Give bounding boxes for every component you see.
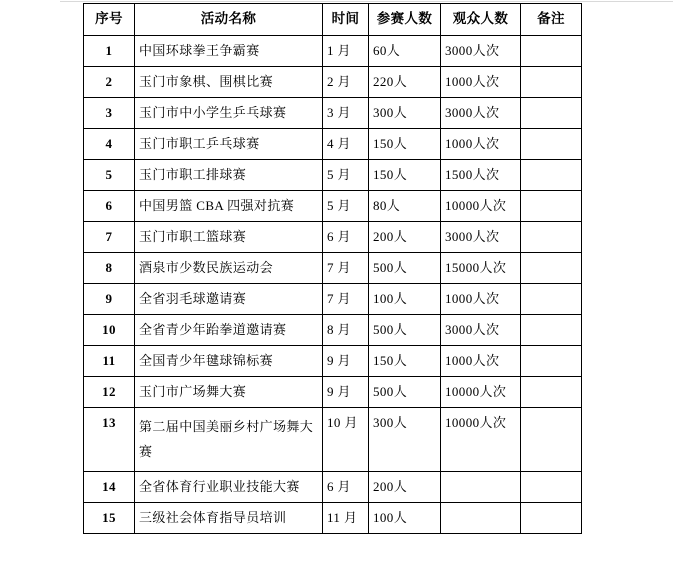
cell-spectators: 3000人次 (441, 98, 521, 129)
column-header-remark: 备注 (521, 4, 582, 36)
table-row (84, 472, 582, 503)
cell-name: 中国环球拳王争霸赛 (135, 36, 323, 67)
cell-remark (521, 377, 582, 408)
cell-time: 10 月 (323, 408, 369, 472)
cell-participants: 500人 (369, 377, 441, 408)
cell-name: 玉门市职工排球赛 (135, 160, 323, 191)
cell-index: 8 (84, 253, 135, 284)
cell-remark (521, 191, 582, 222)
table-row (84, 315, 582, 346)
cell-time: 5 月 (323, 160, 369, 191)
cell-participants: 300人 (369, 408, 441, 472)
cell-spectators: 1000人次 (441, 284, 521, 315)
table-row (84, 222, 582, 253)
table-row (84, 253, 582, 284)
cell-spectators: 1500人次 (441, 160, 521, 191)
cell-remark (521, 36, 582, 67)
table-row (84, 129, 582, 160)
cell-spectators: 10000人次 (441, 191, 521, 222)
cell-participants: 300人 (369, 98, 441, 129)
cell-spectators: 1000人次 (441, 346, 521, 377)
cell-time: 8 月 (323, 315, 369, 346)
cell-name: 玉门市职工乒乓球赛 (135, 129, 323, 160)
cell-participants: 500人 (369, 315, 441, 346)
cell-time: 1 月 (323, 36, 369, 67)
cell-index: 10 (84, 315, 135, 346)
cell-time: 5 月 (323, 191, 369, 222)
cell-remark (521, 472, 582, 503)
cell-name: 玉门市象棋、围棋比赛 (135, 67, 323, 98)
table-row (84, 67, 582, 98)
cell-index: 4 (84, 129, 135, 160)
cell-spectators: 3000人次 (441, 315, 521, 346)
cell-index: 1 (84, 36, 135, 67)
activity-schedule-table (83, 3, 582, 534)
cell-remark (521, 129, 582, 160)
cell-name: 全国青少年毽球锦标赛 (135, 346, 323, 377)
cell-remark (521, 222, 582, 253)
cell-remark (521, 315, 582, 346)
cell-index: 14 (84, 472, 135, 503)
cell-index: 13 (84, 408, 135, 472)
cell-time: 7 月 (323, 284, 369, 315)
cell-time: 9 月 (323, 377, 369, 408)
cell-name: 三级社会体育指导员培训 (135, 503, 323, 534)
cell-time: 6 月 (323, 472, 369, 503)
cell-index: 15 (84, 503, 135, 534)
cell-name: 全省体育行业职业技能大赛 (135, 472, 323, 503)
cell-remark (521, 253, 582, 284)
table-body (84, 36, 582, 534)
cell-participants: 200人 (369, 222, 441, 253)
cell-name: 玉门市中小学生乒乓球赛 (135, 98, 323, 129)
table-row (84, 36, 582, 67)
cell-index: 11 (84, 346, 135, 377)
cell-index: 7 (84, 222, 135, 253)
cell-spectators: 3000人次 (441, 36, 521, 67)
table-row (84, 377, 582, 408)
cell-time: 3 月 (323, 98, 369, 129)
cell-name: 玉门市广场舞大赛 (135, 377, 323, 408)
cell-index: 9 (84, 284, 135, 315)
cell-remark (521, 503, 582, 534)
cell-remark (521, 98, 582, 129)
cell-participants: 500人 (369, 253, 441, 284)
cell-time: 11 月 (323, 503, 369, 534)
cell-spectators: 15000人次 (441, 253, 521, 284)
cell-remark (521, 346, 582, 377)
cell-remark (521, 284, 582, 315)
cell-name: 全省青少年跆拳道邀请赛 (135, 315, 323, 346)
table-row (84, 160, 582, 191)
column-header-participants: 参赛人数 (369, 4, 441, 36)
column-header-spectators: 观众人数 (441, 4, 521, 36)
cell-participants: 100人 (369, 503, 441, 534)
table-row (84, 98, 582, 129)
cell-remark (521, 67, 582, 98)
cell-index: 2 (84, 67, 135, 98)
table-row (84, 408, 582, 472)
column-header-time: 时间 (323, 4, 369, 36)
cell-participants: 150人 (369, 346, 441, 377)
cell-spectators (441, 503, 521, 534)
cell-participants: 150人 (369, 129, 441, 160)
column-header-name: 活动名称 (135, 4, 323, 36)
cell-spectators: 10000人次 (441, 377, 521, 408)
cell-time: 7 月 (323, 253, 369, 284)
cell-spectators: 3000人次 (441, 222, 521, 253)
cell-spectators: 1000人次 (441, 129, 521, 160)
cell-spectators: 1000人次 (441, 67, 521, 98)
table-header (84, 4, 582, 36)
table-row (84, 284, 582, 315)
cell-index: 6 (84, 191, 135, 222)
cell-name: 酒泉市少数民族运动会 (135, 253, 323, 284)
cell-spectators: 10000人次 (441, 408, 521, 472)
cell-participants: 100人 (369, 284, 441, 315)
cell-participants: 60人 (369, 36, 441, 67)
cell-participants: 150人 (369, 160, 441, 191)
cell-time: 6 月 (323, 222, 369, 253)
cell-index: 12 (84, 377, 135, 408)
table-header-row (84, 4, 582, 36)
cell-name: 玉门市职工篮球赛 (135, 222, 323, 253)
cell-remark (521, 408, 582, 472)
document-canvas (83, 3, 581, 534)
cell-spectators (441, 472, 521, 503)
table-row (84, 191, 582, 222)
cell-participants: 220人 (369, 67, 441, 98)
cell-time: 9 月 (323, 346, 369, 377)
cell-participants: 80人 (369, 191, 441, 222)
cell-time: 2 月 (323, 67, 369, 98)
table-row (84, 503, 582, 534)
table-row (84, 346, 582, 377)
page-top-rule (60, 1, 673, 2)
cell-participants: 200人 (369, 472, 441, 503)
cell-index: 5 (84, 160, 135, 191)
column-header-index: 序号 (84, 4, 135, 36)
cell-name: 中国男篮 CBA 四强对抗赛 (135, 191, 323, 222)
cell-time: 4 月 (323, 129, 369, 160)
cell-index: 3 (84, 98, 135, 129)
cell-name: 第二届中国美丽乡村广场舞大赛 (135, 408, 323, 472)
cell-name: 全省羽毛球邀请赛 (135, 284, 323, 315)
cell-remark (521, 160, 582, 191)
